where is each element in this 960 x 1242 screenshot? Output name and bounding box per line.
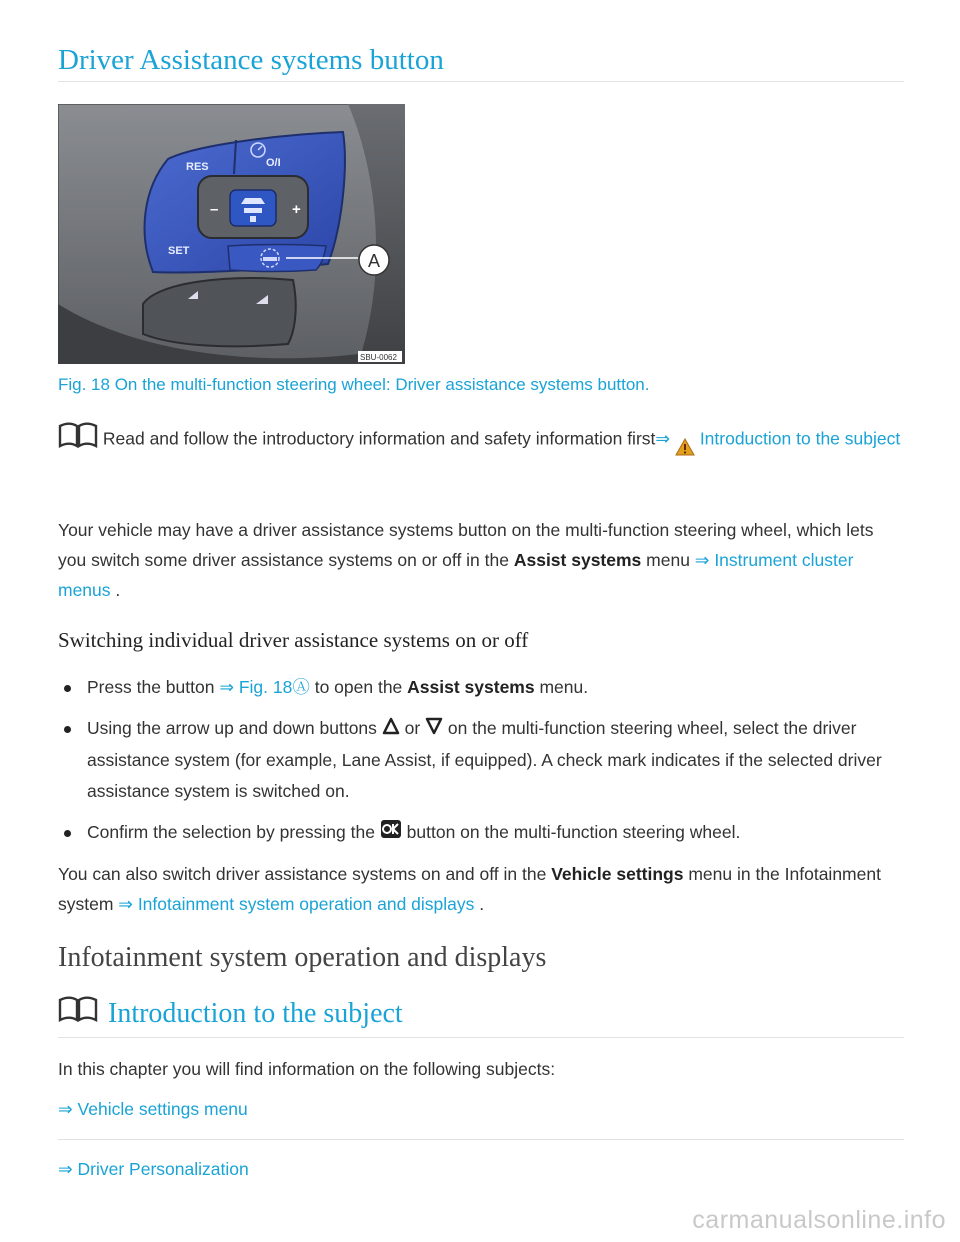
plus-label: + xyxy=(292,201,301,218)
para1-bold: Assist systems xyxy=(513,550,642,570)
b1-text-c: menu. xyxy=(534,677,589,697)
instrument-cluster-link[interactable]: ⇒ Instrument cluster menus xyxy=(58,550,854,600)
steering-wheel-illustration xyxy=(58,104,405,364)
book-icon xyxy=(58,422,98,458)
b1-text-b: to open the xyxy=(309,677,408,697)
intro-title xyxy=(58,998,904,1038)
paragraph-vehicle-settings xyxy=(58,859,904,919)
para2-bold: Vehicle settings xyxy=(551,864,684,884)
figure-steering-wheel xyxy=(58,104,405,364)
b2-text-b: on the multi-function steering wheel, select the driver assistance system (for example, Lane Assist, if equipped). A check mark indicates if the selected driver assistance system is switched on. xyxy=(87,718,882,801)
para2-text-c: . xyxy=(474,894,485,914)
b2-text-a: Using the arrow up and down buttons xyxy=(87,718,382,738)
intro-title-text: Introduction to the subject xyxy=(108,998,403,1029)
circle-a-icon: Ⓐ xyxy=(292,677,310,697)
intro-text: Read and follow the introductory information and safety information first xyxy=(102,428,656,449)
para1-text-c: . xyxy=(110,580,121,600)
list-item xyxy=(58,817,904,849)
vehicle-settings-menu-link[interactable]: ⇒ Vehicle settings menu xyxy=(58,1099,248,1119)
set-label: SET xyxy=(168,245,190,257)
list-item xyxy=(58,713,904,807)
arrow-down-icon xyxy=(425,714,443,745)
paragraph-assist-button xyxy=(58,515,904,605)
divider xyxy=(58,1139,904,1140)
b1-bold: Assist systems xyxy=(407,677,535,697)
book-icon xyxy=(58,996,98,1030)
ok-icon xyxy=(380,818,402,849)
intro-paragraph-subjects: In this chapter you will find information on the following subjects: xyxy=(58,1059,556,1079)
intro-paragraph xyxy=(58,422,904,458)
fig-link[interactable]: ⇒ Fig. 18 xyxy=(219,677,293,697)
para1-text-a: Your vehicle may have a driver assistance systems button on the multi-function steering wheel, which lets you switch some driver assistance systems on or off in the xyxy=(58,520,874,570)
para2-text-a: You can also switch driver assistance systems on and off in the xyxy=(58,864,552,884)
callout-a: A xyxy=(368,251,381,271)
b3-text-a: Confirm the selection by pressing the xyxy=(87,821,380,842)
intro-link[interactable]: Introduction to the subject xyxy=(699,428,901,449)
list-item xyxy=(58,672,904,703)
minus-label: – xyxy=(210,201,219,218)
subheading: Switching individual driver assistance systems on or off xyxy=(58,628,529,652)
res-label: RES xyxy=(186,161,209,173)
intro-arrow[interactable]: ⇒ xyxy=(655,428,671,449)
figure-code: SBU-0062 xyxy=(360,353,397,362)
chapter-title: Infotainment system operation and displays xyxy=(58,942,547,973)
arrow-up-icon xyxy=(382,714,400,745)
b1-text-a: Press the button xyxy=(87,677,220,697)
figure-caption: Fig. 18 On the multi-function steering wheel: Driver assistance systems button. xyxy=(58,375,650,394)
svg-text:O/I: O/I xyxy=(266,157,281,169)
section-title: Driver Assistance systems button xyxy=(58,44,904,82)
b3-text-b: button on the multi-function steering wheel. xyxy=(401,821,741,842)
warning-icon xyxy=(675,434,695,466)
driver-personalization-link[interactable]: ⇒ Driver Personalization xyxy=(58,1159,249,1179)
b2-or: or xyxy=(399,718,426,738)
infotainment-link[interactable]: ⇒ Infotainment system operation and displays xyxy=(118,894,475,914)
para1-text-b: menu xyxy=(641,550,695,570)
watermark: carmanualsonline.info xyxy=(692,1206,946,1234)
para2-text-b: menu in the Infotainment system xyxy=(58,864,881,914)
bullet-list xyxy=(58,672,904,859)
